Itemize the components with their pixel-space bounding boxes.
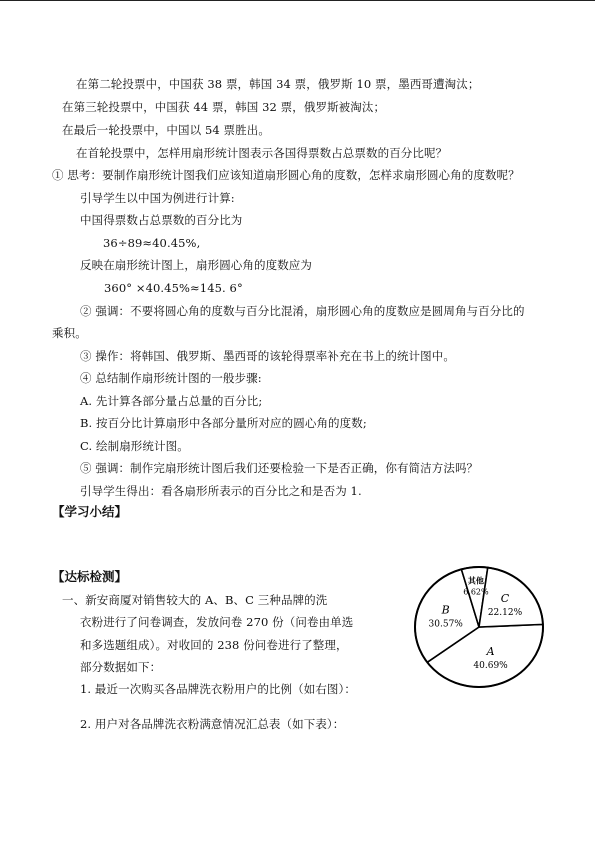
test-line-3: 和多选题组成）。对收回的 238 份问卷进行了整理， — [80, 638, 348, 652]
text-line-step-a: A. 先计算各部分量占总量的百分比; — [80, 394, 263, 408]
pie-chart — [408, 563, 550, 691]
text-line-final-round: 在最后一轮投票中，中国以 54 票胜出。 — [62, 123, 270, 137]
text-line-step-b: B. 按百分比计算扇形中各部分量所对应的圆心角的度数; — [80, 416, 367, 430]
text-line-emphasis-2: ⑤ 强调：制作完扇形统计图后我们还要检验一下是否正确，你有简洁方法吗？ — [80, 461, 479, 475]
text-line-operation: ③ 操作：将韩国、俄罗斯、墨西哥的该轮得票率补充在书上的统计图中。 — [80, 349, 455, 363]
test-line-6: 2. 用户对各品牌洗衣粉满意情况汇总表（如下表）： — [80, 717, 345, 731]
text-line-calc-angle: 360° ×40.45%≈145. 6° — [104, 281, 243, 295]
text-line-think: ① 思考：要制作扇形统计图我们应该知道扇形圆心角的度数，怎样求扇形圆心角的度数呢？ — [52, 168, 520, 182]
text-line-emphasis-1: ② 强调：不要将圆心角的度数与百分比混淆，扇形圆心角的度数应是圆周角与百分比的 — [80, 304, 525, 318]
text-line-step-c: C. 绘制扇形统计图。 — [80, 439, 189, 453]
pie-label-a: A — [486, 645, 495, 659]
pie-value-other: 6.62% — [463, 587, 489, 597]
test-line-5: 1. 最近一次购买各品牌洗衣粉用户的比例（如右图）： — [80, 682, 356, 696]
pie-label-c: C — [500, 591, 510, 605]
pie-value-a: 40.69% — [473, 661, 508, 672]
text-line-conclusion: 引导学生得出：看各扇形所表示的百分比之和是否为 1. — [80, 484, 362, 498]
pie-label-other: 其他 — [467, 575, 484, 586]
text-line-question: 在首轮投票中，怎样用扇形统计图表示各国得票数占总票数的百分比呢？ — [76, 146, 448, 160]
text-line-round2: 在第二轮投票中，中国获 38 票，韩国 34 票，俄罗斯 10 票，墨西哥遭淘汰； — [76, 77, 480, 91]
test-line-1: 一、新安商厦对销售较大的 A、B、C 三种品牌的洗 — [62, 593, 328, 607]
text-line-summary-steps: ④ 总结制作扇形统计图的一般步骤: — [80, 371, 262, 385]
test-line-4: 部分数据如下： — [80, 660, 162, 674]
text-line-emphasis-1-cont: 乘积。 — [52, 326, 87, 340]
pie-chart-svg — [408, 563, 550, 691]
text-line-china-percent-intro: 中国得票数占总票数的百分比为 — [80, 213, 243, 227]
text-line-angle-intro: 反映在扇形统计图上，扇形圆心角的度数应为 — [80, 258, 312, 272]
text-line-round3: 在第三轮投票中，中国获 44 票，韩国 32 票，俄罗斯被淘汰； — [62, 100, 386, 114]
top-border — [0, 0, 595, 1]
heading-study-summary: 【学习小结】 — [52, 504, 128, 519]
text-line-guide: 引导学生以中国为例进行计算: — [80, 191, 235, 205]
heading-standard-test: 【达标检测】 — [52, 569, 128, 584]
test-line-2: 衣粉进行了问卷调查，发放问卷 270 份（问卷由单选 — [80, 615, 354, 629]
pie-value-c: 22.12% — [487, 607, 523, 618]
pie-label-b: B — [441, 603, 450, 617]
text-line-calc-percent: 36÷89≈40.45%, — [103, 236, 201, 250]
pie-value-b: 30.57% — [428, 619, 463, 630]
pie-slice-c — [479, 568, 543, 627]
